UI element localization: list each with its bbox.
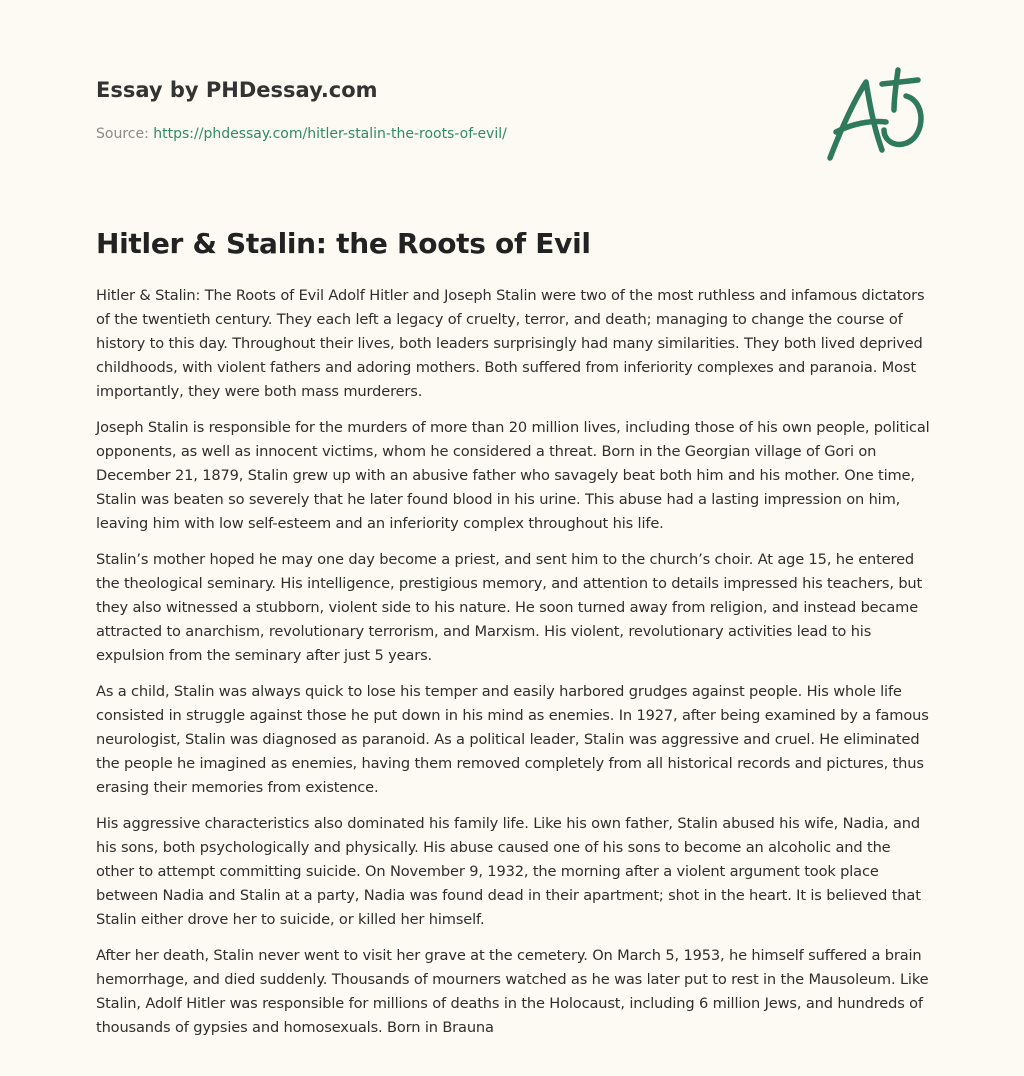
paragraph: As a child, Stalin was always quick to lose his temper and easily harbored grudges against people. His whole life consisted in struggle against those he put down in his mind as enemies. In 1927, after being examined by a famous neurologist, Stalin was diagnosed as paranoid. As a political leader, Stalin was aggressive and cruel. He eliminated the people he imagined as enemies, having them removed completely from all historical records and pictures, thus erasing their memories from existence. (96, 683, 929, 796)
site-title: Essay by PHDessay.com (96, 78, 378, 102)
paragraph: Joseph Stalin is responsible for the murders of more than 20 million lives, including those of his own people, political opponents, as well as innocent victims, whom he considered a threat. Born in the Georgian village of Gori on December 21, 1879, Stalin grew up with an abusive father who savagely beat both him and his mother. One time, Stalin was beaten so severely that he later found blood in his urine. This abuse had a lasting impression on him, leaving him with low self-esteem and an inferiority complex throughout his life. (96, 419, 930, 532)
source-link[interactable]: https://phdessay.com/hitler-stalin-the-roots-of-evil/ (153, 126, 507, 142)
article-title: Hitler & Stalin: the Roots of Evil (96, 227, 591, 260)
page-header (96, 76, 736, 144)
article (96, 226, 930, 1052)
paragraph: After her death, Stalin never went to visit her grave at the cemetery. On March 5, 1953, he himself suffered a brain hemorrhage, and died suddenly. Thousands of mourners watched as he was later put to rest in the Mausoleum. Like Stalin, Adolf Hitler was responsible for millions of deaths in the Holocaust, including 6 million Jews, and hundreds of thousands of gypsies and homosexuals. Born in Brauna (96, 947, 929, 1036)
a-plus-logo-icon (822, 66, 930, 166)
paragraph: His aggressive characteristics also dominated his family life. Like his own father, Stalin abused his wife, Nadia, and his sons, both psychologically and physically. His abuse caused one of his sons to become an alcoholic and the other to attempt committing suicide. On November 9, 1932, the morning after a violent argument took place between Nadia and Stalin at a party, Nadia was found dead in their apartment; shot in the heart. It is believed that Stalin either drove her to suicide, or killed her himself. (96, 815, 921, 928)
source-label: Source: (96, 126, 154, 142)
source-line (96, 124, 736, 144)
paragraph: Stalin’s mother hoped he may one day become a priest, and sent him to the church’s choir. At age 15, he entered the theological seminary. His intelligence, prestigious memory, and attention to details impressed his teachers, but they also witnessed a stubborn, violent side to his nature. He soon turned away from religion, and instead became attracted to anarchism, revolutionary terrorism, and Marxism. His violent, revolutionary activities lead to his expulsion from the seminary after just 5 years. (96, 551, 923, 664)
paragraph: Hitler & Stalin: The Roots of Evil Adolf Hitler and Joseph Stalin were two of the most ruthless and infamous dictators of the twentieth century. They each left a legacy of cruelty, terror, and death; managing to change the course of history to this day. Throughout their lives, both leaders surprisingly had many similarities. They both lived deprived childhoods, with violent fathers and adoring mothers. Both suffered from inferiority complexes and paranoia. Most importantly, they were both mass murderers. (96, 287, 925, 400)
